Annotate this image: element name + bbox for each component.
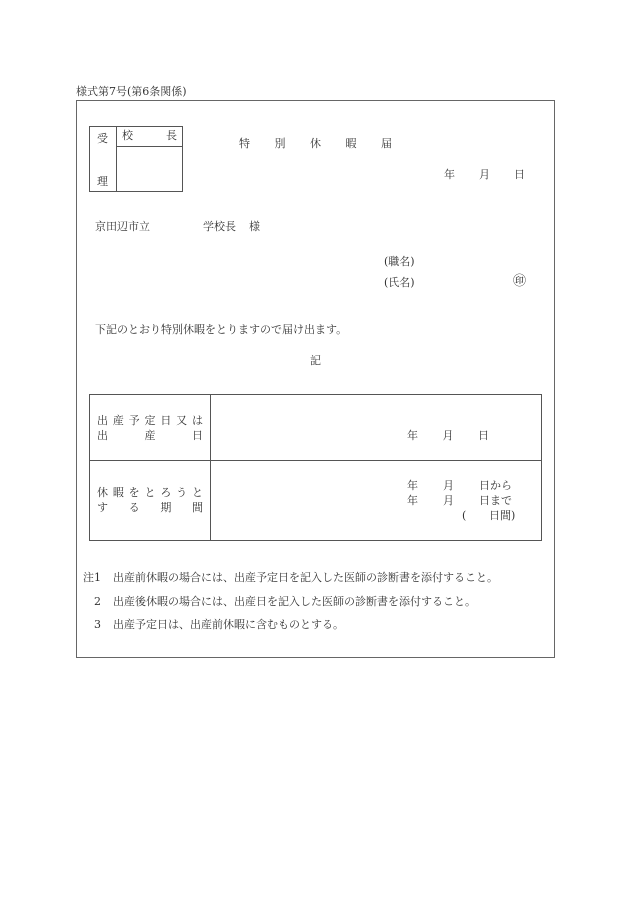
receipt-label-bottom: 理 (97, 175, 108, 188)
month-label: 月 (479, 168, 490, 181)
header-char: と (191, 486, 203, 499)
header-char: は (191, 414, 203, 427)
title-char: 届 (381, 137, 392, 150)
note-number: 注1 (83, 571, 101, 584)
header-char: を (128, 486, 140, 499)
header-char: す (97, 501, 108, 514)
row2-header-line2 (97, 502, 203, 513)
year-label: 年 (407, 494, 418, 507)
seal-icon: ㊞ (513, 274, 527, 289)
note-text: 出産後休暇の場合には、出産日を記入した医師の診断書を添付すること。 (113, 595, 476, 608)
honorific-label: 様 (249, 220, 260, 233)
month-label: 月 (443, 479, 454, 492)
row2-header-line1 (97, 487, 203, 498)
until-day-label: 日まで (479, 494, 512, 507)
name-label: (氏名) (384, 276, 415, 289)
statement-text: 下記のとおり特別休暇をとりますので届け出ます。 (95, 323, 348, 336)
receipt-stamp-box (89, 126, 183, 192)
title-char: 別 (274, 137, 286, 150)
day-label: 日 (478, 429, 489, 442)
form-number: 様式第7号(第6条関係) (76, 85, 187, 98)
note-text: 出産前休暇の場合には、出産予定日を記入した医師の診断書を添付すること。 (113, 571, 498, 584)
header-char: 産 (144, 429, 156, 442)
month-label: 月 (442, 429, 454, 442)
title-char: 休 (310, 137, 321, 150)
month-label: 月 (443, 494, 454, 507)
principal-stamp-area[interactable] (117, 147, 182, 191)
header-char: 間 (191, 501, 203, 514)
principal-label-1: 校 (122, 129, 133, 142)
receipt-label-top: 受 (97, 132, 108, 145)
days-open-paren: ( (462, 509, 467, 522)
applicant-fields[interactable] (424, 252, 504, 292)
expected-birth-date-field[interactable] (211, 395, 541, 460)
year-label: 年 (407, 479, 418, 492)
header-char: 日 (192, 429, 203, 442)
note-text: 出産予定日は、出産前休暇に含むものとする。 (113, 618, 344, 631)
from-day-label: 日から (479, 479, 512, 492)
header-char: ろ (160, 486, 172, 499)
leave-period-field[interactable] (211, 461, 541, 540)
header-char: 産 (112, 414, 124, 427)
header-char: 又 (176, 414, 188, 427)
header-char: 予 (128, 414, 140, 427)
note-number: 3 (94, 618, 101, 631)
header-char: る (128, 501, 140, 514)
title-char: 暇 (345, 137, 357, 150)
year-label: 年 (407, 429, 418, 442)
year-label: 年 (444, 168, 455, 181)
date-line (407, 430, 489, 441)
position-label: (職名) (384, 255, 415, 268)
days-count-label: 日間) (489, 509, 516, 522)
row1-header-line2 (97, 430, 203, 441)
submission-date[interactable] (444, 169, 525, 180)
header-char: 暇 (112, 486, 124, 499)
header-char: 出 (97, 429, 108, 442)
title-char: 特 (239, 137, 250, 150)
header-char: と (144, 486, 156, 499)
ki-label: 記 (310, 354, 321, 367)
day-label: 日 (514, 168, 525, 181)
header-char: 定 (144, 414, 156, 427)
row1-header-line1 (97, 415, 203, 426)
leave-details-table (89, 394, 542, 541)
principal-label-2: 長 (166, 129, 177, 142)
header-char: 出 (97, 414, 108, 427)
city-label: 京田辺市立 (95, 220, 150, 233)
form-title (239, 138, 392, 149)
header-char: 期 (160, 501, 172, 514)
recipient-label: 学校長 (203, 220, 236, 233)
header-char: う (176, 486, 188, 499)
header-char: 日 (160, 414, 172, 427)
header-char: 休 (97, 486, 108, 499)
note-number: 2 (94, 595, 101, 608)
